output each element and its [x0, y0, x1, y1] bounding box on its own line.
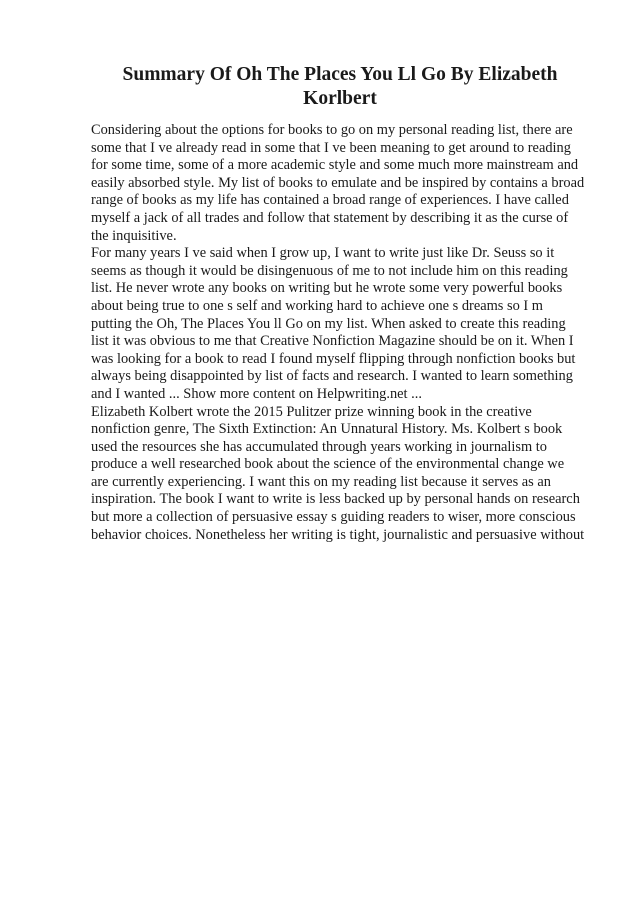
body-line: always being disappointed by list of facts and research. I wanted to learn something: [91, 368, 573, 385]
document-title: [90, 63, 590, 111]
body-line: list. He never wrote any books on writing but he wrote some very powerful books: [91, 280, 563, 297]
body-line: putting the Oh, The Places You ll Go on my list. When asked to create this reading: [91, 315, 566, 332]
body-line: myself a jack of all trades and follow that statement by describing it as the curse of: [91, 209, 569, 226]
body-line: Elizabeth Kolbert wrote the 2015 Pulitzer prize winning book in the creative: [91, 403, 532, 420]
body-line: range of books as my life has contained a broad range of experiences. I have called: [91, 192, 569, 209]
body-line: the inquisitive.: [91, 227, 177, 244]
body-line: inspiration. The book I want to write is less backed up by personal hands on research: [91, 491, 580, 508]
body-line: but more a collection of persuasive essay s guiding readers to wiser, more conscious: [91, 509, 576, 526]
body-line: nonfiction genre, The Sixth Extinction: An Unnatural History. Ms. Kolbert s book: [91, 421, 563, 438]
body-line-show-more: and I wanted ... Show more content on Helpwriting.net ...: [91, 385, 422, 402]
body-line: some that I ve already read in some that I ve been meaning to get around to reading: [91, 139, 571, 156]
body-line: list it was obvious to me that Creative Nonfiction Magazine should be on it. When I: [91, 333, 574, 350]
body-line: produce a well researched book about the science of the environmental change we: [91, 456, 565, 473]
body-line: used the resources she has accumulated through years working in journalism to: [91, 438, 547, 455]
document-body: [91, 122, 601, 544]
body-line: Considering about the options for books to go on my personal reading list, there are: [91, 122, 573, 138]
body-line: For many years I ve said when I grow up, I want to write just like Dr. Seuss so it: [91, 245, 555, 262]
body-line: are currently experiencing. I want this on my reading list because it serves as an: [91, 473, 551, 490]
body-line: about being true to one s self and working hard to achieve one s dreams so I m: [91, 297, 543, 314]
title-line: Korlbert: [303, 88, 377, 109]
body-line: behavior choices. Nonetheless her writing is tight, journalistic and persuasive without: [91, 526, 585, 543]
body-line: was looking for a book to read I found myself flipping through nonfiction books but: [91, 350, 576, 367]
body-line: for some time, some of a more academic style and some much more mainstream and: [91, 157, 579, 174]
title-line: Summary Of Oh The Places You Ll Go By Elizabeth: [122, 64, 558, 85]
body-line: easily absorbed style. My list of books to emulate and be inspired by contains a broad: [91, 174, 585, 191]
body-line: seems as though it would be disingenuous of me to not include him on this reading: [91, 262, 568, 279]
